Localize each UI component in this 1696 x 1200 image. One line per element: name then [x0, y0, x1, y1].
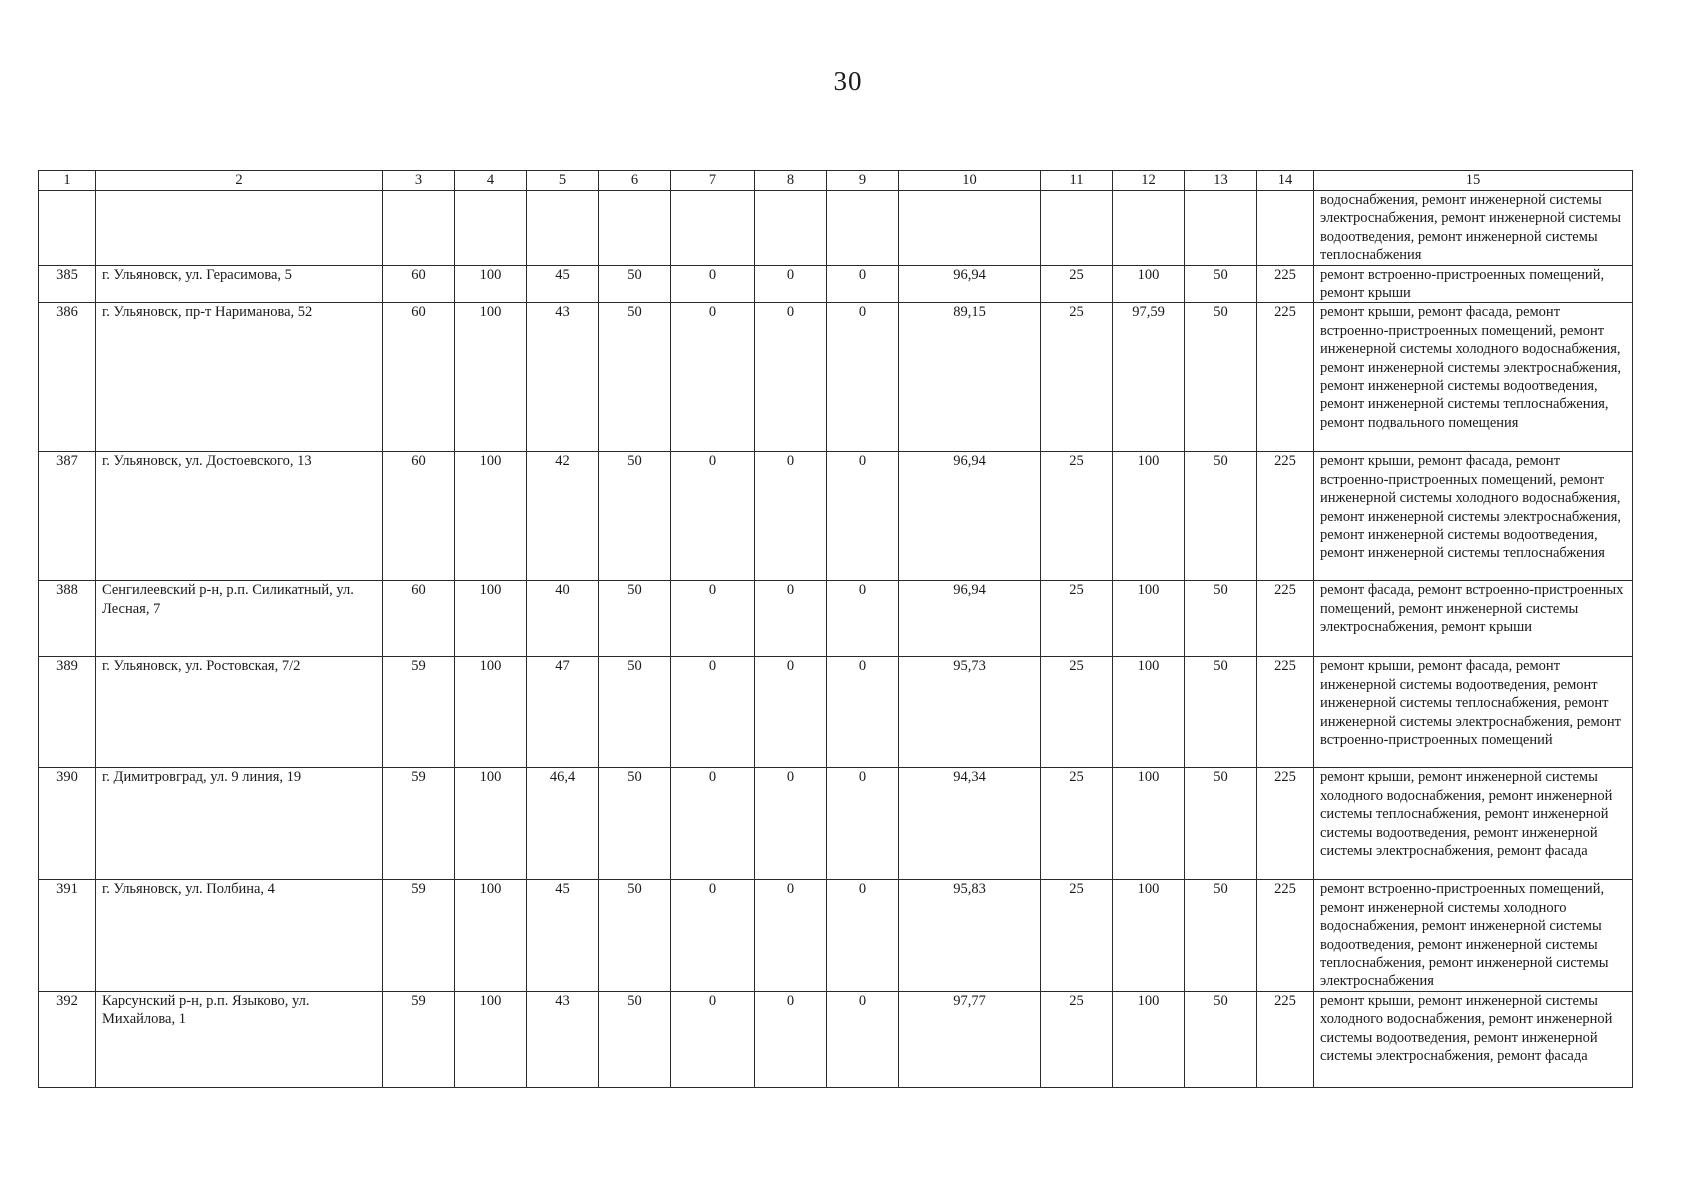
table-cell — [1185, 191, 1257, 266]
value-cell: 25 — [1041, 303, 1113, 452]
value-cell: 47 — [527, 657, 599, 768]
value-cell: 100 — [455, 452, 527, 581]
value-cell: 50 — [599, 303, 671, 452]
value-cell: 59 — [383, 657, 455, 768]
value-cell: 59 — [383, 880, 455, 991]
column-header: 2 — [96, 171, 383, 191]
table-cell — [39, 191, 96, 266]
value-cell: 50 — [599, 581, 671, 657]
address-cell: г. Ульяновск, пр-т Нариманова, 52 — [96, 303, 383, 452]
table-cell — [1041, 191, 1113, 266]
value-cell: 0 — [671, 768, 755, 880]
value-cell: 0 — [827, 768, 899, 880]
value-cell: 225 — [1257, 657, 1314, 768]
value-cell: 0 — [671, 657, 755, 768]
table-row — [39, 880, 1633, 991]
value-cell: 25 — [1041, 265, 1113, 303]
value-cell: 45 — [527, 880, 599, 991]
column-header: 3 — [383, 171, 455, 191]
value-cell: 0 — [755, 452, 827, 581]
table-row — [39, 452, 1633, 581]
value-cell: 0 — [671, 581, 755, 657]
address-cell: Сенгилеевский р-н, р.п. Силикатный, ул. Лесная, 7 — [96, 581, 383, 657]
column-header: 9 — [827, 171, 899, 191]
value-cell: 225 — [1257, 991, 1314, 1087]
value-cell: 0 — [755, 581, 827, 657]
value-cell: 94,34 — [899, 768, 1041, 880]
value-cell: 89,15 — [899, 303, 1041, 452]
column-header: 10 — [899, 171, 1041, 191]
value-cell: 225 — [1257, 265, 1314, 303]
value-cell: 25 — [1041, 581, 1113, 657]
value-cell: 0 — [755, 265, 827, 303]
value-cell: 95,83 — [899, 880, 1041, 991]
column-header: 15 — [1314, 171, 1633, 191]
value-cell: 0 — [827, 991, 899, 1087]
address-cell: г. Димитровград, ул. 9 линия, 19 — [96, 768, 383, 880]
value-cell: 100 — [1113, 991, 1185, 1087]
value-cell: 50 — [599, 880, 671, 991]
value-cell: 0 — [755, 880, 827, 991]
works-cell: ремонт встроенно-пристроенных помещений, ремонт инженерной системы холодного водоснабжения, ремонт инженерной системы водоотведения, ремонт инженерной системы теплоснабжения, ремонт инженерной системы электроснабжения — [1314, 880, 1633, 991]
value-cell: 100 — [1113, 265, 1185, 303]
address-cell: Карсунский р-н, р.п. Языково, ул. Михайлова, 1 — [96, 991, 383, 1087]
value-cell: 40 — [527, 581, 599, 657]
row-number: 388 — [39, 581, 96, 657]
table-row — [39, 581, 1633, 657]
value-cell: 0 — [671, 303, 755, 452]
column-header: 7 — [671, 171, 755, 191]
value-cell: 0 — [827, 657, 899, 768]
value-cell: 100 — [1113, 452, 1185, 581]
value-cell: 100 — [455, 768, 527, 880]
value-cell: 50 — [1185, 452, 1257, 581]
works-cell: ремонт крыши, ремонт фасада, ремонт встроенно-пристроенных помещений, ремонт инженерной системы холодного водоснабжения, ремонт инженерной системы электроснабжения, ремонт инженерной системы водоотведения, ремонт инженерной системы теплоснабжения, ремонт подвального помещения — [1314, 303, 1633, 452]
works-cell: ремонт крыши, ремонт фасада, ремонт встроенно-пристроенных помещений, ремонт инженерной системы холодного водоснабжения, ремонт инженерной системы электроснабжения, ремонт инженерной системы водоотведения, ремонт инженерной системы теплоснабжения — [1314, 452, 1633, 581]
value-cell: 225 — [1257, 303, 1314, 452]
value-cell: 100 — [455, 581, 527, 657]
value-cell: 97,77 — [899, 991, 1041, 1087]
value-cell: 100 — [455, 991, 527, 1087]
table-row — [39, 991, 1633, 1087]
value-cell: 0 — [827, 581, 899, 657]
value-cell: 25 — [1041, 452, 1113, 581]
table-cell — [1113, 191, 1185, 266]
value-cell: 50 — [1185, 657, 1257, 768]
row-number: 390 — [39, 768, 96, 880]
address-cell: г. Ульяновск, ул. Полбина, 4 — [96, 880, 383, 991]
data-table — [38, 170, 1633, 1088]
value-cell: 96,94 — [899, 452, 1041, 581]
value-cell: 100 — [455, 265, 527, 303]
value-cell: 60 — [383, 452, 455, 581]
value-cell: 42 — [527, 452, 599, 581]
column-header: 6 — [599, 171, 671, 191]
table-cell — [1257, 191, 1314, 266]
table-row — [39, 657, 1633, 768]
value-cell: 60 — [383, 265, 455, 303]
value-cell: 0 — [671, 880, 755, 991]
works-cell: ремонт встроенно-пристроенных помещений, ремонт крыши — [1314, 265, 1633, 303]
value-cell: 0 — [671, 265, 755, 303]
table-row — [39, 768, 1633, 880]
table-row-continuation — [39, 191, 1633, 266]
value-cell: 97,59 — [1113, 303, 1185, 452]
table-row — [39, 265, 1633, 303]
value-cell: 0 — [755, 991, 827, 1087]
address-cell: г. Ульяновск, ул. Герасимова, 5 — [96, 265, 383, 303]
value-cell: 60 — [383, 581, 455, 657]
value-cell: 100 — [1113, 581, 1185, 657]
value-cell: 46,4 — [527, 768, 599, 880]
value-cell: 50 — [599, 991, 671, 1087]
value-cell: 25 — [1041, 768, 1113, 880]
value-cell: 225 — [1257, 768, 1314, 880]
row-number: 386 — [39, 303, 96, 452]
row-number: 392 — [39, 991, 96, 1087]
works-cell: водоснабжения, ремонт инженерной системы электроснабжения, ремонт инженерной системы водоотведения, ремонт инженерной системы теплоснабжения — [1314, 191, 1633, 266]
value-cell: 50 — [599, 452, 671, 581]
value-cell: 0 — [755, 768, 827, 880]
table-cell — [527, 191, 599, 266]
value-cell: 225 — [1257, 581, 1314, 657]
value-cell: 0 — [755, 657, 827, 768]
table-cell — [96, 191, 383, 266]
value-cell: 0 — [671, 991, 755, 1087]
column-header: 5 — [527, 171, 599, 191]
value-cell: 50 — [599, 768, 671, 880]
table-cell — [755, 191, 827, 266]
value-cell: 43 — [527, 991, 599, 1087]
value-cell: 50 — [1185, 265, 1257, 303]
table-cell — [383, 191, 455, 266]
value-cell: 100 — [1113, 768, 1185, 880]
value-cell: 0 — [827, 265, 899, 303]
value-cell: 25 — [1041, 880, 1113, 991]
value-cell: 100 — [455, 303, 527, 452]
works-cell: ремонт фасада, ремонт встроенно-пристроенных помещений, ремонт инженерной системы электроснабжения, ремонт крыши — [1314, 581, 1633, 657]
value-cell: 50 — [1185, 303, 1257, 452]
value-cell: 50 — [599, 265, 671, 303]
column-header: 1 — [39, 171, 96, 191]
value-cell: 50 — [1185, 768, 1257, 880]
column-header: 11 — [1041, 171, 1113, 191]
value-cell: 0 — [827, 452, 899, 581]
value-cell: 100 — [455, 880, 527, 991]
column-header: 13 — [1185, 171, 1257, 191]
value-cell: 96,94 — [899, 581, 1041, 657]
value-cell: 50 — [1185, 581, 1257, 657]
table-cell — [899, 191, 1041, 266]
works-cell: ремонт крыши, ремонт инженерной системы холодного водоснабжения, ремонт инженерной системы теплоснабжения, ремонт инженерной системы водоотведения, ремонт инженерной системы электроснабжения, ремонт фасада — [1314, 768, 1633, 880]
value-cell: 50 — [1185, 880, 1257, 991]
value-cell: 50 — [1185, 991, 1257, 1087]
page-number: 30 — [833, 66, 863, 96]
address-cell: г. Ульяновск, ул. Ростовская, 7/2 — [96, 657, 383, 768]
value-cell: 25 — [1041, 991, 1113, 1087]
value-cell: 45 — [527, 265, 599, 303]
value-cell: 0 — [827, 880, 899, 991]
value-cell: 225 — [1257, 452, 1314, 581]
column-header: 14 — [1257, 171, 1314, 191]
row-number: 385 — [39, 265, 96, 303]
value-cell: 50 — [599, 657, 671, 768]
table-cell — [827, 191, 899, 266]
value-cell: 225 — [1257, 880, 1314, 991]
value-cell: 59 — [383, 768, 455, 880]
column-header: 12 — [1113, 171, 1185, 191]
value-cell: 100 — [1113, 880, 1185, 991]
column-header: 8 — [755, 171, 827, 191]
table-cell — [455, 191, 527, 266]
works-cell: ремонт крыши, ремонт инженерной системы холодного водоснабжения, ремонт инженерной системы водоотведения, ремонт инженерной системы электроснабжения, ремонт фасада — [1314, 991, 1633, 1087]
header-row — [39, 171, 1633, 191]
value-cell: 60 — [383, 303, 455, 452]
value-cell: 25 — [1041, 657, 1113, 768]
value-cell: 95,73 — [899, 657, 1041, 768]
value-cell: 59 — [383, 991, 455, 1087]
value-cell: 0 — [755, 303, 827, 452]
value-cell: 100 — [455, 657, 527, 768]
value-cell: 100 — [1113, 657, 1185, 768]
table-cell — [599, 191, 671, 266]
value-cell: 43 — [527, 303, 599, 452]
column-header: 4 — [455, 171, 527, 191]
value-cell: 0 — [827, 303, 899, 452]
table-cell — [671, 191, 755, 266]
value-cell: 0 — [671, 452, 755, 581]
row-number: 391 — [39, 880, 96, 991]
works-cell: ремонт крыши, ремонт фасада, ремонт инженерной системы водоотведения, ремонт инженерной системы теплоснабжения, ремонт инженерной системы электроснабжения, ремонт встроенно-пристроенных помещений — [1314, 657, 1633, 768]
address-cell: г. Ульяновск, ул. Достоевского, 13 — [96, 452, 383, 581]
table-row — [39, 303, 1633, 452]
row-number: 387 — [39, 452, 96, 581]
row-number: 389 — [39, 657, 96, 768]
value-cell: 96,94 — [899, 265, 1041, 303]
